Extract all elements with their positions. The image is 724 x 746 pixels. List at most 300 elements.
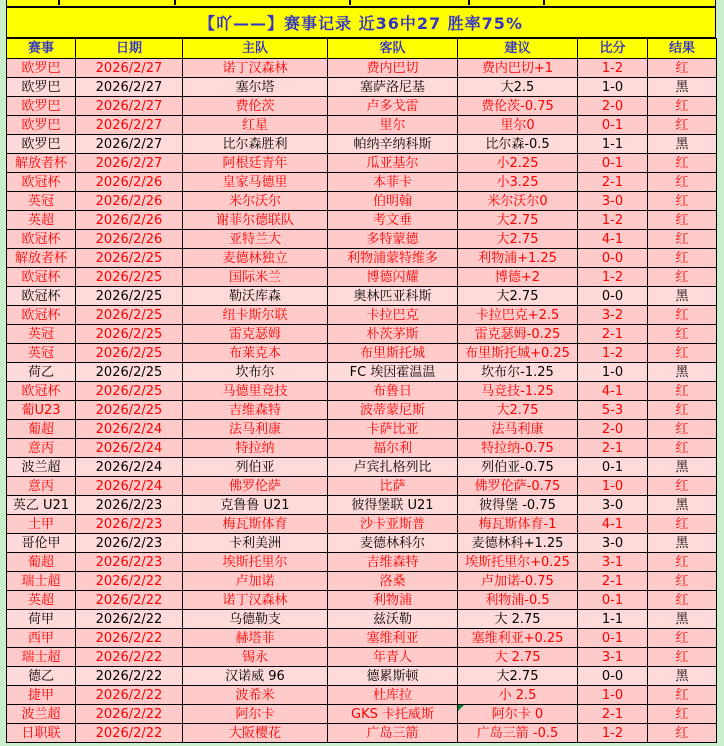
column-header-league[interactable]: 赛事 [7,39,76,59]
cell-away[interactable]: 卡萨比亚 [328,420,458,439]
cell-league[interactable]: 欧罗巴 [7,97,76,116]
cell-result[interactable]: 红 [648,344,717,363]
cell-away[interactable]: 里尔 [328,116,458,135]
cell-result[interactable]: 黑 [648,667,717,686]
table-row [7,287,717,306]
cell-league[interactable]: 瑞士超 [7,648,76,667]
cell-score[interactable]: 1-2 [578,344,648,363]
cell-tip[interactable]: 大2.75 [458,667,578,686]
cell-result[interactable]: 红 [648,268,717,287]
cell-tip[interactable]: 彼得堡 -0.75 [458,496,578,515]
cell-away[interactable]: 瓜亚基尔 [328,154,458,173]
cell-score[interactable]: 0-1 [578,116,648,135]
cell-away[interactable]: GKS 卡托威斯 [328,705,458,724]
cell-league[interactable]: 荷甲 [7,610,76,629]
cell-tip[interactable]: 列伯亚-0.75 [458,458,578,477]
cell-date[interactable]: 2026/2/27 [76,116,183,135]
cell-score[interactable]: 4-1 [578,515,648,534]
table-row [7,572,717,591]
cell-away[interactable]: 年青人 [328,648,458,667]
cell-tip[interactable]: 博德+2 [458,268,578,287]
cell-result[interactable]: 红 [648,420,717,439]
cell-away[interactable]: 布鲁日 [328,382,458,401]
table-row [7,667,717,686]
cell-home[interactable]: 诺丁汉森林 [183,591,328,610]
cell-league[interactable]: 日职联 [7,724,76,743]
cell-result[interactable]: 红 [648,572,717,591]
cell-score[interactable]: 2-1 [578,705,648,724]
column-header-result[interactable]: 结果 [648,39,717,59]
cell-result[interactable]: 红 [648,173,717,192]
tick-mark [543,0,545,5]
records-table [6,38,717,743]
cell-result[interactable]: 红 [648,686,717,705]
cell-tip[interactable]: 大2.5 [458,78,578,97]
cell-home[interactable]: 吉维森特 [183,401,328,420]
cell-score[interactable]: 3-0 [578,192,648,211]
cell-league[interactable]: 葡U23 [7,401,76,420]
cell-away[interactable]: 波蒂蒙尼斯 [328,401,458,420]
cell-away[interactable]: 沙卡亚斯普 [328,515,458,534]
cell-date[interactable]: 2026/2/23 [76,553,183,572]
cell-home[interactable]: 雷克瑟姆 [183,325,328,344]
cell-league[interactable]: 捷甲 [7,686,76,705]
cell-date[interactable]: 2026/2/26 [76,192,183,211]
cell-league[interactable]: 英冠 [7,344,76,363]
cell-home[interactable]: 国际米兰 [183,268,328,287]
cell-date[interactable]: 2026/2/24 [76,477,183,496]
cell-result[interactable]: 红 [648,648,717,667]
cell-result[interactable]: 红 [648,553,717,572]
page-title: 【吖——】赛事记录 近36中27 胜率75% [199,14,523,33]
table-row [7,629,717,648]
cell-league[interactable]: 英乙 U21 [7,496,76,515]
cell-date[interactable]: 2026/2/25 [76,287,183,306]
table-row [7,325,717,344]
cell-date[interactable]: 2026/2/27 [76,78,183,97]
tick-mark [349,0,351,5]
cell-score[interactable]: 1-2 [578,724,648,743]
cell-result[interactable]: 黑 [648,534,717,553]
cell-date[interactable]: 2026/2/22 [76,610,183,629]
cell-score[interactable]: 2-1 [578,173,648,192]
table-row [7,382,717,401]
cell-score[interactable]: 0-1 [578,458,648,477]
cell-league[interactable]: 意丙 [7,439,76,458]
table-row [7,230,717,249]
cell-date[interactable]: 2026/2/27 [76,154,183,173]
cell-date[interactable]: 2026/2/22 [76,667,183,686]
cell-score[interactable]: 4-1 [578,230,648,249]
cell-away[interactable]: 奥林匹亚科斯 [328,287,458,306]
cell-home[interactable]: 勒沃库森 [183,287,328,306]
cell-tip[interactable]: 广岛三箭 -0.5 [458,724,578,743]
cell-home[interactable]: 波希米 [183,686,328,705]
cell-tip[interactable]: 马竞技-1.25 [458,382,578,401]
table-row [7,78,717,97]
cell-home[interactable]: 亚特兰大 [183,230,328,249]
cell-home[interactable]: 法马利康 [183,420,328,439]
cell-tip[interactable]: 米尔沃尔0 [458,192,578,211]
cell-score[interactable]: 1-0 [578,78,648,97]
cell-league[interactable]: 德乙 [7,667,76,686]
table-row [7,648,717,667]
cell-league[interactable]: 欧罗巴 [7,116,76,135]
cell-tip[interactable]: 麦德林科+1.25 [458,534,578,553]
cell-result[interactable]: 红 [648,59,717,78]
cell-score[interactable]: 1-0 [578,477,648,496]
cell-league[interactable]: 欧罗巴 [7,78,76,97]
cell-date[interactable]: 2026/2/22 [76,591,183,610]
cell-result[interactable]: 红 [648,306,717,325]
cell-date[interactable]: 2026/2/27 [76,59,183,78]
cell-league[interactable]: 欧冠杯 [7,268,76,287]
cell-result[interactable]: 红 [648,401,717,420]
cell-result[interactable]: 红 [648,211,717,230]
cell-league[interactable]: 欧冠杯 [7,306,76,325]
cell-home[interactable]: 阿尔卡 [183,705,328,724]
cell-score[interactable]: 2-1 [578,439,648,458]
cell-home[interactable]: 诺丁汉森林 [183,59,328,78]
cell-result[interactable]: 红 [648,116,717,135]
cell-league[interactable]: 欧冠杯 [7,382,76,401]
cell-tip[interactable]: 比尔森-0.5 [458,135,578,154]
cell-home[interactable]: 米尔沃尔 [183,192,328,211]
cell-score[interactable]: 3-0 [578,496,648,515]
table-row [7,686,717,705]
table-row [7,59,717,78]
cell-date[interactable]: 2026/2/25 [76,249,183,268]
cell-result[interactable]: 红 [648,230,717,249]
cell-away[interactable]: 洛桑 [328,572,458,591]
cell-away[interactable]: 麦德林科尔 [328,534,458,553]
cell-tip[interactable]: 法马利康 [458,420,578,439]
cell-date[interactable]: 2026/2/26 [76,230,183,249]
cell-result[interactable]: 红 [648,591,717,610]
cell-tip[interactable]: 塞维利亚+0.25 [458,629,578,648]
cell-home[interactable]: 红星 [183,116,328,135]
cell-score[interactable]: 0-1 [578,154,648,173]
cell-home[interactable]: 布莱克本 [183,344,328,363]
cell-tip[interactable]: 小2.25 [458,154,578,173]
cell-tip[interactable]: 大 2.75 [458,610,578,629]
cell-league[interactable]: 解放者杯 [7,154,76,173]
cell-home[interactable]: 大阪樱花 [183,724,328,743]
cell-league[interactable]: 土甲 [7,515,76,534]
cell-league[interactable]: 瑞士超 [7,572,76,591]
cell-home[interactable]: 比尔森胜利 [183,135,328,154]
table-row [7,591,717,610]
cell-league[interactable]: 欧罗巴 [7,59,76,78]
cell-date[interactable]: 2026/2/25 [76,325,183,344]
cell-away[interactable]: 帕纳辛纳科斯 [328,135,458,154]
cell-league[interactable]: 英冠 [7,325,76,344]
header-row [7,39,717,59]
cell-score[interactable]: 1-1 [578,135,648,154]
cell-home[interactable]: 赫塔菲 [183,629,328,648]
cell-date[interactable]: 2026/2/24 [76,458,183,477]
cell-home[interactable]: 费伦茨 [183,97,328,116]
cell-away[interactable]: FC 埃因霍温温 [328,363,458,382]
cell-score[interactable]: 1-1 [578,610,648,629]
cell-score[interactable]: 0-1 [578,591,648,610]
cell-away[interactable]: 塞萨洛尼基 [328,78,458,97]
cell-league[interactable]: 波兰超 [7,705,76,724]
cell-away[interactable]: 德累斯顿 [328,667,458,686]
table-row [7,211,717,230]
cell-score[interactable]: 1-2 [578,59,648,78]
table-row [7,496,717,515]
cell-league[interactable]: 欧冠杯 [7,287,76,306]
cell-date[interactable]: 2026/2/23 [76,496,183,515]
table-row [7,534,717,553]
cell-away[interactable]: 卢多戈雷 [328,97,458,116]
cell-tip[interactable]: 费伦茨-0.75 [458,97,578,116]
cell-score[interactable]: 0-0 [578,667,648,686]
cell-away[interactable]: 彼得堡联 U21 [328,496,458,515]
cell-home[interactable]: 坎布尔 [183,363,328,382]
cell-tip[interactable]: 佛罗伦萨-0.75 [458,477,578,496]
cell-away[interactable]: 卡拉巴克 [328,306,458,325]
cell-home[interactable]: 梅瓦斯体育 [183,515,328,534]
cell-home[interactable]: 马德里竞技 [183,382,328,401]
cell-home[interactable]: 麦德林独立 [183,249,328,268]
cell-home[interactable]: 佛罗伦萨 [183,477,328,496]
cell-home[interactable]: 特拉纳 [183,439,328,458]
table-row [7,135,717,154]
cell-league[interactable]: 葡超 [7,420,76,439]
cell-tip[interactable]: 卢加诺-0.75 [458,572,578,591]
cell-home[interactable]: 埃斯托里尔 [183,553,328,572]
cell-home[interactable]: 卢加诺 [183,572,328,591]
cell-away[interactable]: 考文垂 [328,211,458,230]
cell-date[interactable]: 2026/2/25 [76,306,183,325]
title-bar [6,8,716,38]
cell-score[interactable]: 3-2 [578,306,648,325]
cell-score[interactable]: 2-1 [578,572,648,591]
cell-tip[interactable]: 小3.25 [458,173,578,192]
cell-away[interactable]: 布里斯托城 [328,344,458,363]
table-row [7,344,717,363]
cell-score[interactable]: 4-1 [578,382,648,401]
cell-league[interactable]: 西甲 [7,629,76,648]
cell-away[interactable]: 广岛三箭 [328,724,458,743]
cell-away[interactable]: 兹沃勒 [328,610,458,629]
cell-date[interactable]: 2026/2/24 [76,439,183,458]
cell-score[interactable]: 3-1 [578,553,648,572]
cell-away[interactable]: 利物浦 [328,591,458,610]
cell-date[interactable]: 2026/2/22 [76,572,183,591]
cell-league[interactable]: 解放者杯 [7,249,76,268]
cell-date[interactable]: 2026/2/27 [76,97,183,116]
cell-league[interactable]: 英超 [7,591,76,610]
tick-mark [58,0,60,5]
cell-tip[interactable]: 大2.75 [458,287,578,306]
cell-home[interactable]: 列伯亚 [183,458,328,477]
cell-score[interactable]: 1-0 [578,686,648,705]
cell-tip[interactable]: 梅瓦斯体育-1 [458,515,578,534]
cell-away[interactable]: 杜库拉 [328,686,458,705]
cell-date[interactable]: 2026/2/25 [76,401,183,420]
cell-league[interactable]: 荷乙 [7,363,76,382]
cell-home[interactable]: 汉诺威 96 [183,667,328,686]
cell-away[interactable]: 福尔利 [328,439,458,458]
cell-away[interactable]: 本菲卡 [328,173,458,192]
table-row [7,420,717,439]
cell-date[interactable]: 2026/2/23 [76,515,183,534]
cell-away[interactable]: 塞维利亚 [328,629,458,648]
cell-league[interactable]: 意丙 [7,477,76,496]
cell-result[interactable]: 红 [648,629,717,648]
table-row [7,249,717,268]
cell-away[interactable]: 朴茨茅斯 [328,325,458,344]
cell-tip[interactable]: 埃斯托里尔+0.25 [458,553,578,572]
cell-home[interactable]: 乌德勒支 [183,610,328,629]
cell-score[interactable]: 1-0 [578,363,648,382]
cell-result[interactable]: 红 [648,477,717,496]
cell-date[interactable]: 2026/2/22 [76,629,183,648]
top-strip [6,0,716,8]
cell-tip[interactable]: 小 2.5 [458,686,578,705]
cell-score[interactable]: 0-0 [578,249,648,268]
cell-home[interactable]: 塞尔塔 [183,78,328,97]
cell-result[interactable]: 红 [648,192,717,211]
cell-away[interactable]: 多特蒙德 [328,230,458,249]
cell-league[interactable]: 英冠 [7,192,76,211]
cell-tip[interactable]: 大2.75 [458,401,578,420]
cell-date[interactable]: 2026/2/25 [76,363,183,382]
cell-result[interactable]: 黑 [648,363,717,382]
table-row [7,458,717,477]
cell-result[interactable]: 黑 [648,610,717,629]
table-row [7,116,717,135]
cell-result[interactable]: 红 [648,249,717,268]
cell-away[interactable]: 比萨 [328,477,458,496]
cell-date[interactable]: 2026/2/24 [76,420,183,439]
cell-score[interactable]: 1-2 [578,268,648,287]
table-row [7,610,717,629]
table-row [7,306,717,325]
cell-away[interactable]: 费内巴切 [328,59,458,78]
tick-mark [174,0,176,5]
cell-date[interactable]: 2026/2/25 [76,382,183,401]
cell-date[interactable]: 2026/2/25 [76,268,183,287]
cell-result[interactable]: 红 [648,724,717,743]
table-row [7,268,717,287]
cell-date[interactable]: 2026/2/22 [76,648,183,667]
cell-date[interactable]: 2026/2/27 [76,135,183,154]
cell-away[interactable]: 博德闪耀 [328,268,458,287]
cell-league[interactable]: 葡超 [7,553,76,572]
cell-date[interactable]: 2026/2/23 [76,534,183,553]
comment-marker-icon [458,705,464,711]
cell-date[interactable]: 2026/2/22 [76,686,183,705]
cell-league[interactable]: 波兰超 [7,458,76,477]
cell-score[interactable]: 1-2 [578,211,648,230]
cell-home[interactable]: 皇家马德里 [183,173,328,192]
column-header-away[interactable]: 客队 [328,39,458,59]
cell-date[interactable]: 2026/2/22 [76,705,183,724]
cell-score[interactable]: 0-1 [578,629,648,648]
cell-away[interactable]: 伯明翰 [328,192,458,211]
cell-tip[interactable]: 特拉纳-0.75 [458,439,578,458]
cell-league[interactable]: 哥伦甲 [7,534,76,553]
cell-result[interactable]: 红 [648,325,717,344]
cell-tip[interactable]: 坎布尔-1.25 [458,363,578,382]
cell-tip[interactable]: 雷克瑟姆-0.25 [458,325,578,344]
cell-home[interactable]: 谢菲尔德联队 [183,211,328,230]
cell-tip[interactable]: 利物浦+1.25 [458,249,578,268]
column-header-date[interactable]: 日期 [76,39,183,59]
cell-date[interactable]: 2026/2/25 [76,344,183,363]
column-header-home[interactable]: 主队 [183,39,328,59]
cell-score[interactable]: 2-1 [578,325,648,344]
cell-tip[interactable]: 大2.75 [458,211,578,230]
cell-tip[interactable]: 布里斯托城+0.25 [458,344,578,363]
cell-home[interactable]: 锡永 [183,648,328,667]
cell-result[interactable]: 红 [648,97,717,116]
table-row [7,439,717,458]
cell-result[interactable]: 红 [648,515,717,534]
cell-date[interactable]: 2026/2/22 [76,724,183,743]
spreadsheet [6,0,716,743]
table-row [7,553,717,572]
cell-result[interactable]: 黑 [648,458,717,477]
cell-result[interactable]: 黑 [648,78,717,97]
cell-score[interactable]: 3-0 [578,534,648,553]
cell-league[interactable]: 欧罗巴 [7,135,76,154]
cell-tip[interactable]: 费内巴切+1 [458,59,578,78]
cell-score[interactable]: 2-0 [578,420,648,439]
cell-date[interactable]: 2026/2/26 [76,173,183,192]
table-row [7,724,717,743]
table-row [7,192,717,211]
cell-away[interactable]: 卢宾扎格列比 [328,458,458,477]
cell-score[interactable]: 3-1 [578,648,648,667]
cell-score[interactable]: 0-0 [578,287,648,306]
cell-tip[interactable]: 里尔0 [458,116,578,135]
cell-result[interactable]: 黑 [648,287,717,306]
cell-home[interactable]: 阿根廷青年 [183,154,328,173]
cell-result[interactable]: 红 [648,382,717,401]
cell-away[interactable]: 利物浦蒙特维多 [328,249,458,268]
cell-result[interactable]: 黑 [648,135,717,154]
cell-away[interactable]: 吉维森特 [328,553,458,572]
cell-tip[interactable]: 大2.75 [458,230,578,249]
table-row [7,705,717,724]
cell-result[interactable]: 黑 [648,496,717,515]
cell-league[interactable]: 英超 [7,211,76,230]
cell-tip[interactable]: 阿尔卡 0 [458,705,578,724]
cell-league[interactable]: 欧冠杯 [7,173,76,192]
cell-home[interactable]: 纽卡斯尔联 [183,306,328,325]
cell-score[interactable]: 5-3 [578,401,648,420]
cell-home[interactable]: 克鲁鲁 U21 [183,496,328,515]
cell-tip[interactable]: 卡拉巴克+2.5 [458,306,578,325]
column-header-tip[interactable]: 建议 [458,39,578,59]
tick-mark [468,0,470,5]
column-header-score[interactable]: 比分 [578,39,648,59]
cell-date[interactable]: 2026/2/26 [76,211,183,230]
cell-result[interactable]: 红 [648,439,717,458]
cell-league[interactable]: 欧冠杯 [7,230,76,249]
cell-score[interactable]: 2-0 [578,97,648,116]
cell-result[interactable]: 红 [648,154,717,173]
cell-result[interactable]: 红 [648,705,717,724]
cell-tip[interactable]: 大 2.75 [458,648,578,667]
cell-home[interactable]: 卡利美洲 [183,534,328,553]
cell-tip[interactable]: 利物浦-0.5 [458,591,578,610]
